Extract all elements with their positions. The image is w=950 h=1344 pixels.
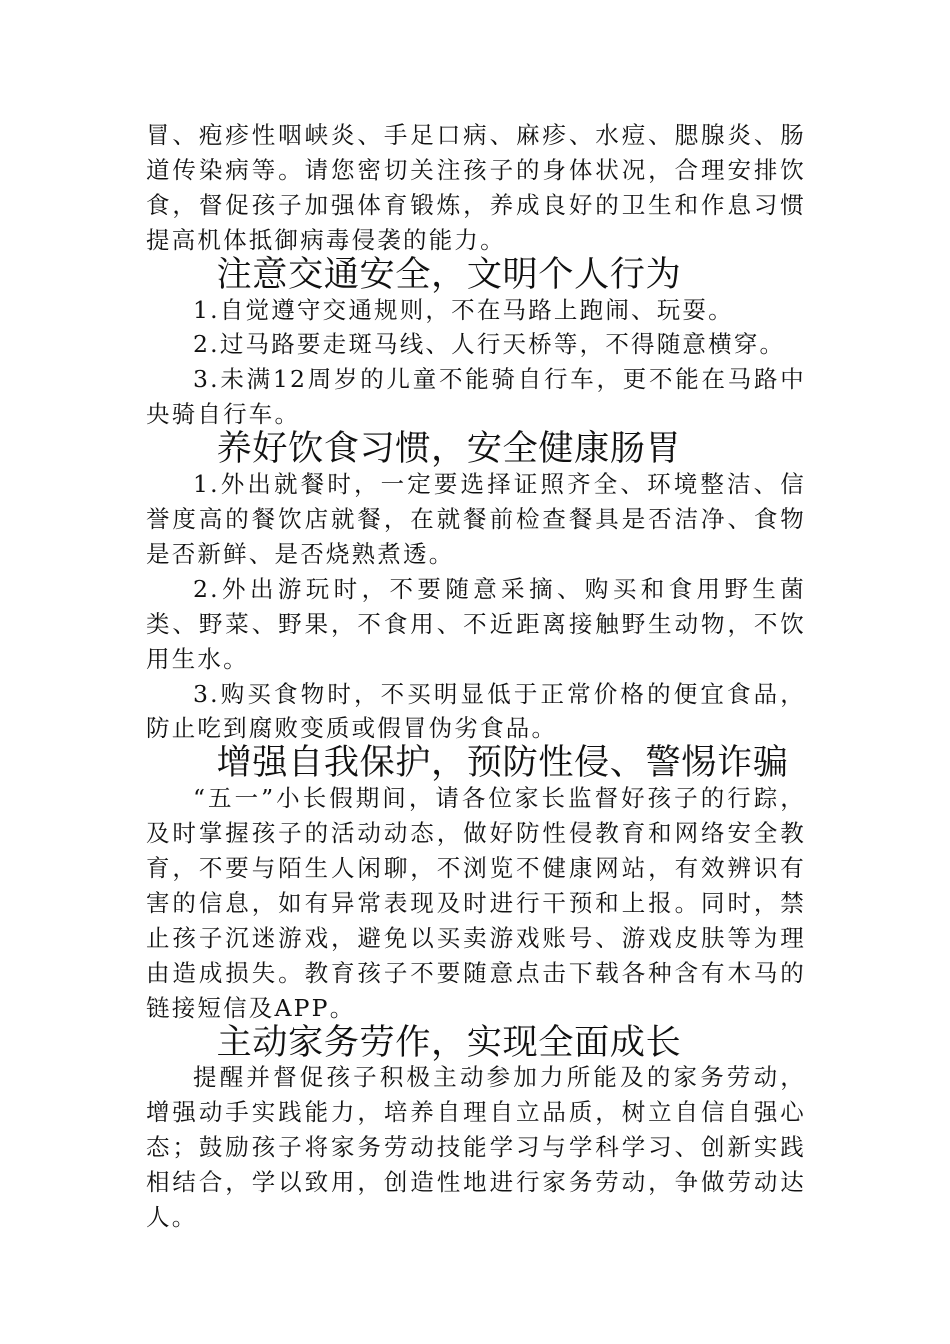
diet-item-2: 2.外出游玩时，不要随意采摘、购买和食用野生菌类、野菜、野果，不食用、不近距离接触野生动物，不饮用生水。 xyxy=(146,574,806,673)
housework-paragraph: 提醒并督促孩子积极主动参加力所能及的家务劳动，增强动手实践能力，培养自理自立品质，树立自信自强心态；鼓励孩子将家务劳动技能学习与学科学习、创新实践相结合，学以致用，创造性地进行家务劳动，争做劳动达人。 xyxy=(146,1063,806,1232)
section-heading-protection: 增强自我保护，预防性侵、警惕诈骗 xyxy=(216,742,789,784)
diet-item-3: 3.购买食物时，不买明显低于正常价格的便宜食品，防止吃到腐败变质或假冒伪劣食品。 xyxy=(146,679,806,743)
traffic-item-2: 2.过马路要走斑马线、人行天桥等，不得随意横穿。 xyxy=(193,330,786,359)
section-heading-traffic: 注意交通安全，文明个人行为 xyxy=(216,253,682,295)
section-heading-diet: 养好饮食习惯，安全健康肠胃 xyxy=(216,428,682,470)
protection-paragraph: “五一”小长假期间，请各位家长监督好孩子的行踪，及时掌握孩子的活动动态，做好防性侵教育和网络安全教育，不要与陌生人闲聊，不浏览不健康网站，有效辨识有害的信息，如有异常表现及时进行干预和上报。同时，禁止孩子沉迷游戏，避免以买卖游戏账号、游戏皮肤等为理由造成损失。教育孩子不要随意点击下载各种含有木马的链接短信及APP。 xyxy=(146,784,806,1022)
traffic-item-3: 3.未满12周岁的儿童不能骑自行车，更不能在马路中央骑自行车。 xyxy=(146,365,806,429)
traffic-item-1: 1.自觉遵守交通规则，不在马路上跑闹、玩耍。 xyxy=(193,295,734,324)
section-heading-housework: 主动家务劳作，实现全面成长 xyxy=(216,1021,682,1063)
document-page xyxy=(146,118,806,1235)
diet-item-1: 1.外出就餐时，一定要选择证照齐全、环境整洁、信誉度高的餐饮店就餐，在就餐前检查餐具是否洁净、食物是否新鲜、是否烧熟煮透。 xyxy=(146,470,806,568)
intro-paragraph: 冒、疱疹性咽峡炎、手足口病、麻疹、水痘、腮腺炎、肠道传染病等。请您密切关注孩子的身体状况，合理安排饮食，督促孩子加强体育锻炼，养成良好的卫生和作息习惯提高机体抵御病毒侵袭的能力。 xyxy=(146,121,806,254)
